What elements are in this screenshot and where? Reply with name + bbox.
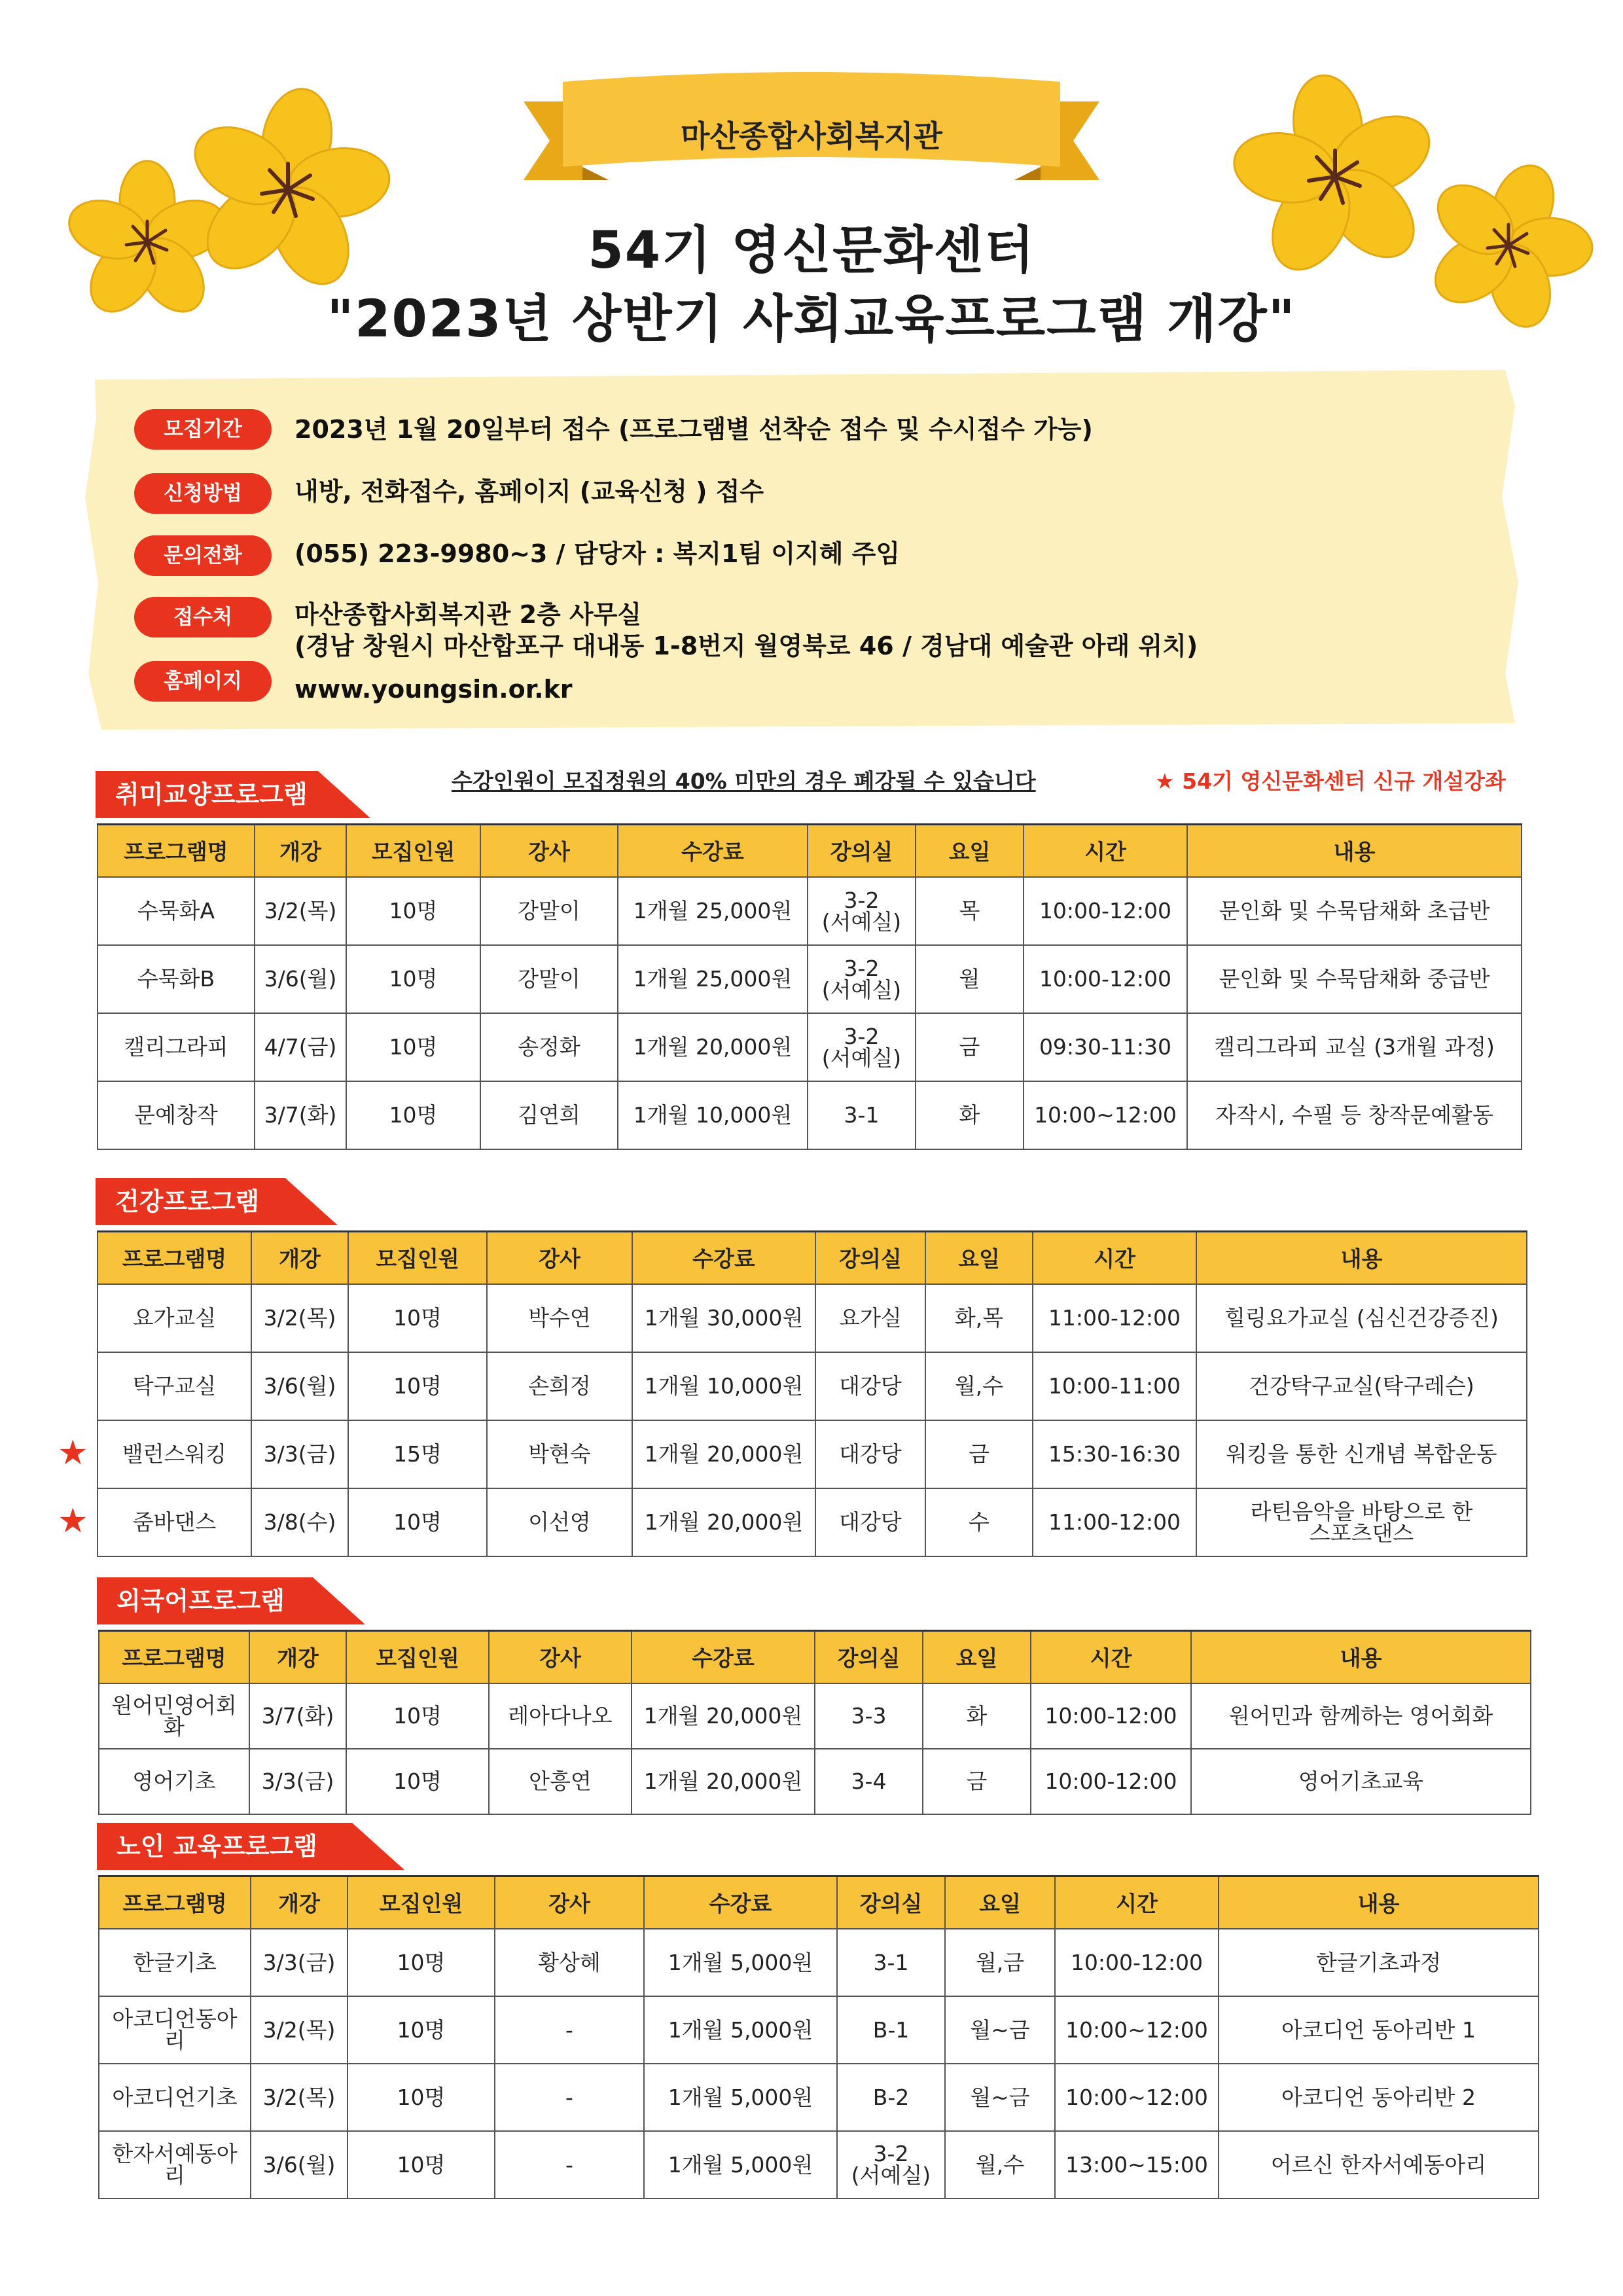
table-row [98,1081,1522,1149]
program-table [97,1230,1527,1557]
cell-room: B-2 [837,2064,945,2131]
column-header-instructor: 강사 [489,1631,632,1683]
column-header-time: 시간 [1055,1876,1219,1929]
column-header-weekday: 요일 [923,1631,1031,1683]
cell-program-name: 요가교실 [98,1284,251,1352]
cell-program-name: 영어기초 [99,1749,249,1814]
table-row [99,2131,1539,2198]
ribbon-banner [524,62,1099,193]
cell-time: 10:00~12:00 [1055,1996,1219,2064]
column-header-program-name: 프로그램명 [98,825,255,877]
cell-room: 3-2 (서예실) [808,1013,916,1081]
table-row [99,1749,1531,1814]
column-header-start-date: 개강 [251,1876,348,1929]
cell-instructor: 레아다나오 [489,1683,632,1749]
cell-instructor: 황상혜 [495,1929,644,1996]
cell-capacity: 10명 [346,1013,480,1081]
cell-room: 대강당 [815,1488,925,1556]
cell-time: 11:00-12:00 [1033,1488,1196,1556]
column-header-fee: 수강료 [644,1876,837,1929]
cell-room: 3-1 [837,1929,945,1996]
cell-description: 캘리그라피 교실 (3개월 과정) [1187,1013,1522,1081]
cell-start-date: 3/3(금) [249,1749,346,1814]
column-header-instructor: 강사 [480,825,618,877]
table-header-row [99,1631,1531,1683]
cell-instructor: 송정화 [480,1013,618,1081]
cell-weekday: 금 [916,1013,1024,1081]
column-header-description: 내용 [1191,1631,1531,1683]
cell-fee: 1개월 20,000원 [618,1013,808,1081]
program-table [97,823,1522,1150]
star-icon: ★ [58,1433,88,1473]
column-header-room: 강의실 [808,825,916,877]
table-row [98,1284,1527,1352]
column-header-room: 강의실 [837,1876,945,1929]
page-title-line2: "2023년 상반기 사회교육프로그램 개강" [327,290,1296,349]
cell-fee: 1개월 5,000원 [644,1996,837,2064]
column-header-fee: 수강료 [618,825,808,877]
info-text-phone: (055) 223-9980~3 / 담당자 : 복지1팀 이지혜 주임 [294,539,901,568]
column-header-time: 시간 [1031,1631,1191,1683]
cell-instructor: 강말이 [480,877,618,945]
cell-weekday: 금 [925,1420,1033,1488]
column-header-description: 내용 [1219,1876,1539,1929]
cell-weekday: 수 [925,1488,1033,1556]
cell-start-date: 3/2(목) [251,2064,348,2131]
cell-room: B-1 [837,1996,945,2064]
cell-weekday: 월,금 [945,1929,1055,1996]
cell-capacity: 10명 [346,945,480,1013]
page-title-line1: 54기 영신문화센터 [588,221,1035,280]
cell-room: 대강당 [815,1352,925,1420]
section-title: 건강프로그램 [115,1187,260,1216]
cell-time: 15:30-16:30 [1033,1420,1196,1488]
info-label-office: 접수처 [134,597,272,637]
cell-weekday: 화 [916,1081,1024,1149]
cell-fee: 1개월 20,000원 [632,1488,815,1556]
cell-description: 어르신 한자서예동아리 [1219,2131,1539,2198]
column-header-capacity: 모집인원 [346,1631,489,1683]
table-row [99,1996,1539,2064]
info-label-phone: 문의전화 [134,535,272,576]
column-header-capacity: 모집인원 [348,1876,495,1929]
cell-time: 11:00-12:00 [1033,1284,1196,1352]
cell-description: 워킹을 통한 신개념 복합운동 [1196,1420,1527,1488]
cell-start-date: 3/8(수) [251,1488,348,1556]
cell-capacity: 10명 [348,1352,487,1420]
cell-time: 10:00-12:00 [1055,1929,1219,1996]
info-text-office: 마산종합사회복지관 2층 사무실 [294,600,642,629]
column-header-description: 내용 [1196,1232,1527,1284]
table-row [98,877,1522,945]
notice-text: 수강인원이 모집정원의 40% 미만의 경우 폐강될 수 있습니다 [452,768,1036,794]
cell-instructor: - [495,1996,644,2064]
cell-instructor: 안흥연 [489,1749,632,1814]
table-row [99,1929,1539,1996]
cell-room: 3-4 [815,1749,923,1814]
cell-start-date: 3/2(목) [251,1284,348,1352]
new-course-note: ★ 54기 영신문화센터 신규 개설강좌 [1155,768,1506,794]
column-header-program-name: 프로그램명 [99,1876,251,1929]
cell-room: 3-2 (서예실) [808,945,916,1013]
cell-time: 10:00-11:00 [1033,1352,1196,1420]
table-header-row [99,1876,1539,1929]
cell-capacity: 10명 [346,1683,489,1749]
cell-capacity: 10명 [348,2131,495,2198]
section-title: 취미교양프로그램 [115,780,308,809]
cell-program-name: 아코디언기초 [99,2064,251,2131]
cell-fee: 1개월 20,000원 [632,1749,815,1814]
info-label-period: 모집기간 [134,409,272,450]
cell-program-name: 한글기초 [99,1929,251,1996]
table-row [98,1488,1527,1556]
cell-time: 10:00-12:00 [1024,945,1187,1013]
cell-capacity: 10명 [346,1749,489,1814]
banner-title: 마산종합사회복지관 [681,118,942,154]
cell-program-name: 밸런스워킹 [98,1420,251,1488]
column-header-start-date: 개강 [255,825,346,877]
cell-fee: 1개월 25,000원 [618,945,808,1013]
cell-description: 영어기초교육 [1191,1749,1531,1814]
section-title: 노인 교육프로그램 [116,1832,317,1861]
table-row [98,1013,1522,1081]
table-row [99,2064,1539,2131]
info-label-homepage: 홈페이지 [134,661,272,702]
cell-program-name: 원어민영어회화 [99,1683,249,1749]
cell-weekday: 월,수 [945,2131,1055,2198]
cell-description: 한글기초과정 [1219,1929,1539,1996]
section-title: 외국어프로그램 [116,1587,285,1615]
program-table [98,1875,1539,2199]
cell-start-date: 3/7(화) [255,1081,346,1149]
cell-description: 문인화 및 수묵담채화 중급반 [1187,945,1522,1013]
cell-instructor: 박수연 [487,1284,632,1352]
cell-description: 아코디언 동아리반 2 [1219,2064,1539,2131]
cell-time: 10:00-12:00 [1031,1749,1191,1814]
column-header-weekday: 요일 [916,825,1024,877]
column-header-room: 강의실 [815,1631,923,1683]
cell-fee: 1개월 10,000원 [632,1352,815,1420]
cell-start-date: 3/7(화) [249,1683,346,1749]
cell-instructor: 강말이 [480,945,618,1013]
cell-instructor: - [495,2131,644,2198]
star-icon: ★ [58,1501,88,1541]
cell-instructor: 김연희 [480,1081,618,1149]
cell-start-date: 3/6(월) [251,1352,348,1420]
column-header-time: 시간 [1024,825,1187,877]
cell-program-name: 아코디언동아리 [99,1996,251,2064]
column-header-capacity: 모집인원 [348,1232,487,1284]
table-header-row [98,1232,1527,1284]
cell-weekday: 월~금 [945,2064,1055,2131]
table-header-row [98,825,1522,877]
cell-weekday: 금 [923,1749,1031,1814]
cell-weekday: 목 [916,877,1024,945]
cell-instructor: 박현숙 [487,1420,632,1488]
cell-weekday: 월~금 [945,1996,1055,2064]
section-label [96,1178,338,1225]
column-header-description: 내용 [1187,825,1522,877]
cell-start-date: 4/7(금) [255,1013,346,1081]
cell-description: 원어민과 함께하는 영어회화 [1191,1683,1531,1749]
column-header-instructor: 강사 [487,1232,632,1284]
cell-weekday: 화 [923,1683,1031,1749]
cell-room: 3-3 [815,1683,923,1749]
cell-time: 13:00~15:00 [1055,2131,1219,2198]
cell-fee: 1개월 5,000원 [644,2064,837,2131]
cell-description: 자작시, 수필 등 창작문예활동 [1187,1081,1522,1149]
column-header-weekday: 요일 [925,1232,1033,1284]
cell-instructor: 이선영 [487,1488,632,1556]
cell-weekday: 월 [916,945,1024,1013]
cell-time: 09:30-11:30 [1024,1013,1187,1081]
cell-capacity: 15명 [348,1420,487,1488]
cell-description: 건강탁구교실(탁구레슨) [1196,1352,1527,1420]
cell-program-name: 수묵화A [98,877,255,945]
cell-program-name: 줌바댄스 [98,1488,251,1556]
column-header-capacity: 모집인원 [346,825,480,877]
cell-description: 라틴음악을 바탕으로 한 스포츠댄스 [1196,1488,1527,1556]
cell-capacity: 10명 [346,877,480,945]
info-text-method: 내방, 전화접수, 홈페이지 (교육신청 ) 접수 [294,477,764,506]
cell-fee: 1개월 5,000원 [644,2131,837,2198]
column-header-program-name: 프로그램명 [98,1232,251,1284]
cell-program-name: 수묵화B [98,945,255,1013]
column-header-start-date: 개강 [251,1232,348,1284]
cell-program-name: 탁구교실 [98,1352,251,1420]
cell-capacity: 10명 [348,1996,495,2064]
cell-program-name: 한자서예동아리 [99,2131,251,2198]
column-header-start-date: 개강 [249,1631,346,1683]
column-header-room: 강의실 [815,1232,925,1284]
cell-room: 3-2 (서예실) [837,2131,945,2198]
cell-start-date: 3/2(목) [255,877,346,945]
column-header-time: 시간 [1033,1232,1196,1284]
cell-room: 요가실 [815,1284,925,1352]
cell-room: 대강당 [815,1420,925,1488]
table-row [98,1420,1527,1488]
cell-capacity: 10명 [348,1488,487,1556]
cell-room: 3-1 [808,1081,916,1149]
section-label [97,1577,365,1624]
cell-program-name: 문예창작 [98,1081,255,1149]
cell-description: 문인화 및 수묵담채화 초급반 [1187,877,1522,945]
cell-instructor: - [495,2064,644,2131]
cell-time: 10:00~12:00 [1024,1081,1187,1149]
cell-room: 3-2 (서예실) [808,877,916,945]
cell-time: 10:00-12:00 [1031,1683,1191,1749]
column-header-fee: 수강료 [632,1631,815,1683]
cell-capacity: 10명 [348,1284,487,1352]
cell-start-date: 3/3(금) [251,1420,348,1488]
cell-capacity: 10명 [348,1929,495,1996]
cell-fee: 1개월 5,000원 [644,1929,837,1996]
cell-fee: 1개월 10,000원 [618,1081,808,1149]
table-row [98,1352,1527,1420]
cell-instructor: 손희정 [487,1352,632,1420]
section-label [97,1823,404,1870]
cell-fee: 1개월 30,000원 [632,1284,815,1352]
table-row [98,945,1522,1013]
section-label [96,771,370,818]
cell-fee: 1개월 20,000원 [632,1420,815,1488]
cell-weekday: 화,목 [925,1284,1033,1352]
info-label-method: 신청방법 [134,473,272,514]
table-row [99,1683,1531,1749]
cell-description: 아코디언 동아리반 1 [1219,1996,1539,2064]
program-table [98,1630,1531,1815]
cell-start-date: 3/6(월) [251,2131,348,2198]
cell-description: 힐링요가교실 (심신건강증진) [1196,1284,1527,1352]
column-header-instructor: 강사 [495,1876,644,1929]
cell-start-date: 3/3(금) [251,1929,348,1996]
info-text-address: (경남 창원시 마산합포구 대내동 1-8번지 월영북로 46 / 경남대 예술관 아래 위치) [294,632,1198,660]
cell-capacity: 10명 [346,1081,480,1149]
column-header-weekday: 요일 [945,1876,1055,1929]
info-text-homepage[interactable]: www.youngsin.or.kr [294,675,573,704]
cell-fee: 1개월 20,000원 [632,1683,815,1749]
cell-program-name: 캘리그라피 [98,1013,255,1081]
column-header-program-name: 프로그램명 [99,1631,249,1683]
cell-time: 10:00-12:00 [1024,877,1187,945]
column-header-fee: 수강료 [632,1232,815,1284]
cell-fee: 1개월 25,000원 [618,877,808,945]
cell-time: 10:00~12:00 [1055,2064,1219,2131]
cell-capacity: 10명 [348,2064,495,2131]
info-text-period: 2023년 1월 20일부터 접수 (프로그램별 선착순 접수 및 수시접수 가능) [294,415,1093,444]
cell-weekday: 월,수 [925,1352,1033,1420]
cell-start-date: 3/2(목) [251,1996,348,2064]
cell-start-date: 3/6(월) [255,945,346,1013]
